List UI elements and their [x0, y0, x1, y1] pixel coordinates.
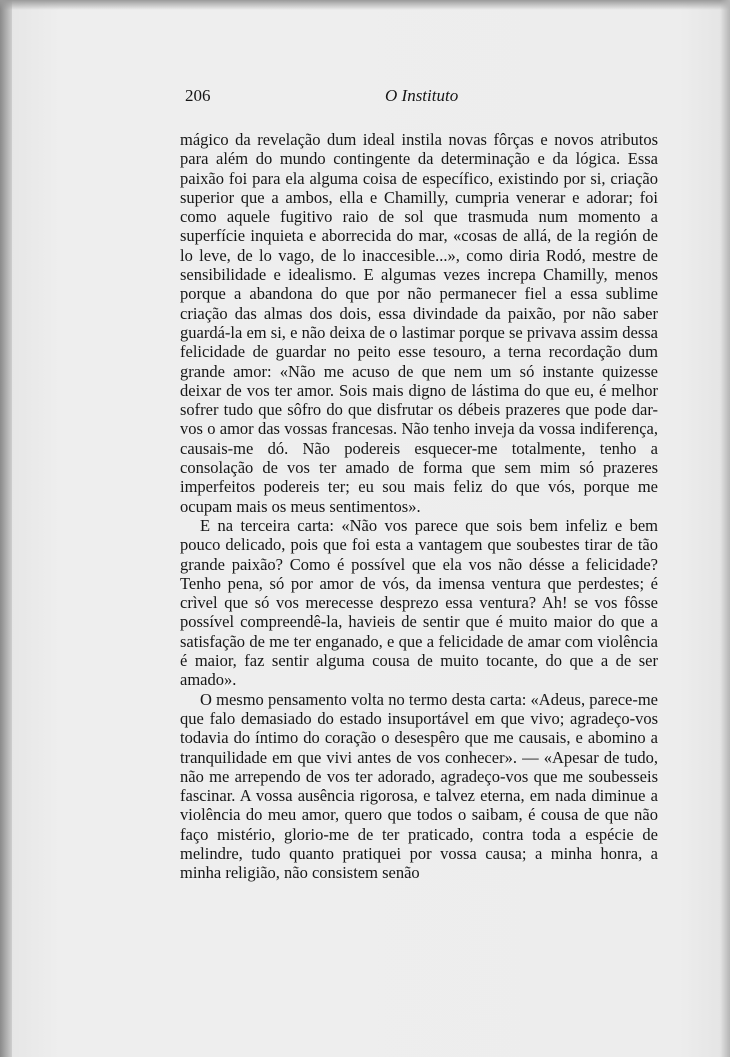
page-header	[185, 86, 655, 108]
paragraph: mágico da revelação dum ideal instila novas fôrças e novos atributos para além do mundo contingente da determinação e da lógica. Essa paixão foi para ela alguma coisa de específico, existindo por si, criação superior que a ambos, ella e Chamilly, cumpria venerar e adorar; foi como aquele fugitivo raio de sol que trasmuda num momento a superfície inquieta e aborrecida do mar, «cosas de allá, de la región de lo leve, de lo vago, de lo inaccesible...», como diria Rodó, mestre de sensibilidade e idealismo. E algumas vezes increpa Chamilly, menos porque a abandona do que por não permanecer fiel a essa sublime criação das almas dos dois, essa divindade da paixão, por não saber guardá-la em si, e não deixa de o lastimar porque se privava assim dessa felicidade de guardar no peito esse tesouro, a terna recordação dum grande amor: «Não me acuso de que nem um só instante quizesse deixar de vos ter amor. Sois mais digno de lástima do que eu, é melhor sofrer tudo que sôfro do que disfrutar os débeis prazeres que pode dar-vos o amor das vossas francesas. Não tenho inveja da vossa indiferença, causais-me dó. Não podereis esquecer-me totalmente, tenho a consolação de vos ter amado de forma que sem mim só prazeres imperfeitos podereis ter; eu sou mais feliz do que vós, porque me ocupam mais os meus sentimentos».	[180, 130, 658, 516]
page-top-shadow	[0, 0, 730, 10]
page-binding-shadow	[0, 0, 12, 1057]
page-number: 206	[185, 86, 211, 105]
paragraph: O mesmo pensamento volta no termo desta carta: «Adeus, parece-me que falo demasiado do estado insuportável em que vivo; agradeço-vos todavia do íntimo do coração o desespêro que me causais, e abomino a tranquilidade em que vivi antes de vos conhecer». — «Apesar de tudo, não me arrependo de vos ter adorado, agradeço-vos que me soubesseis fascinar. A vossa ausência rigorosa, e talvez eterna, em nada diminue a violência do meu amor, quero que todos o saibam, é cousa de que não faço mistério, glorio-me de ter praticado, contra toda a espécie de melindre, tudo quanto pratiquei por vossa causa; a minha honra, a minha religião, não consistem senão	[180, 689, 658, 883]
page-right-shadow	[720, 0, 730, 1057]
paragraph: E na terceira carta: «Não vos parece que sois bem infeliz e bem pouco delicado, pois que foi esta a vantagem que soubestes tirar de tão grande paixão? Como é possível que ela vos não désse a felicidade? Tenho pena, só por amor de vós, da imensa ventura que perdestes; é crìvel que só vos merecesse desprezo essa ventura? Ah! se vos fôsse possível compreendê-la, havieis de sentir que é muito maior do que a satisfação de me ter enganado, e que a felicidade de amar com violência é maior, faz sentir alguma cousa de muito tocante, do que a de ser amado».	[180, 515, 658, 690]
body-text	[180, 130, 658, 883]
running-title: O Instituto	[385, 86, 459, 105]
